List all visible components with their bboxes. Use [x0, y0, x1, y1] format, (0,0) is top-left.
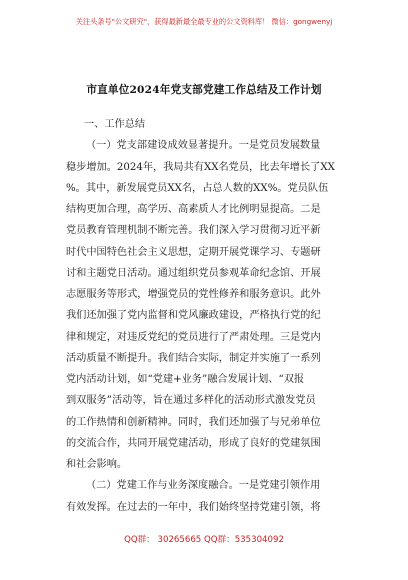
text-line: 党员教育管理机制不断完善。我们深入学习贯彻习近平新: [66, 225, 321, 237]
text-line: （一）党支部建设成效显著提升。一是党员发展数量: [86, 140, 321, 152]
text-line: %。其中，新发展党员XX名，占总人数的XX%。党员队伍: [66, 182, 329, 194]
text-line: 党内活动计划，如“党建+业务”融合发展计划、“双报: [66, 374, 305, 385]
text-line: 和社会影响。: [66, 459, 128, 470]
paragraph-1: [66, 135, 350, 475]
paragraph-2: [66, 475, 350, 518]
footer-qq-groups: QQ群： 30265665 QQ群：535304092: [124, 535, 284, 545]
text-line: 讨和主题党日活动。通过组织党员参观革命纪念馆、开展: [66, 267, 321, 279]
text-line: 的工作热情和创新精神。同时，我们还加强了与兄弟单位: [66, 416, 321, 428]
text-line: 我们还加强了党内监督和党风廉政建设，严格执行党的纪: [66, 310, 321, 322]
text-line: 的交流合作，共同开展党建活动，形成了良好的党建氛围: [66, 437, 321, 449]
text-line: 稳步增加。2024年，我局共有XX名党员，比去年增长了XX: [66, 161, 335, 173]
text-line: 有效发挥。在过去的一年中，我们始终坚持党建引领，将: [66, 501, 321, 513]
text-line: 时代中国特色社会主义思想，定期开展党课学习、专题研: [66, 246, 321, 258]
section-heading: 一、工作总结: [84, 119, 146, 130]
text-line: 结构更加合理，高学历、高素质人才比例明显提高。二是: [66, 204, 321, 215]
document-body: [66, 114, 350, 518]
text-line: 律和规定，对违反党纪的党员进行了严肃处理。三是党内: [66, 331, 321, 343]
text-line: 志愿服务等形式，增强党员的党性修养和服务意识。此外: [66, 289, 321, 300]
document-title: 市直单位2024年党支部党建工作总结及工作计划: [86, 84, 322, 96]
text-line: 到双服务”活动等，旨在通过多样化的活动形式激发党员: [66, 395, 316, 407]
text-line: （二）党建工作与业务深度融合。一是党建引领作用: [86, 480, 321, 492]
header-promo-note: 关注头条号"公文研究"，获得最新最全最专业的公文资料库！ 微信：gongwenyj: [75, 17, 333, 26]
text-line: 活动质量不断提升。我们结合实际，制定并实施了一系列: [66, 352, 321, 364]
